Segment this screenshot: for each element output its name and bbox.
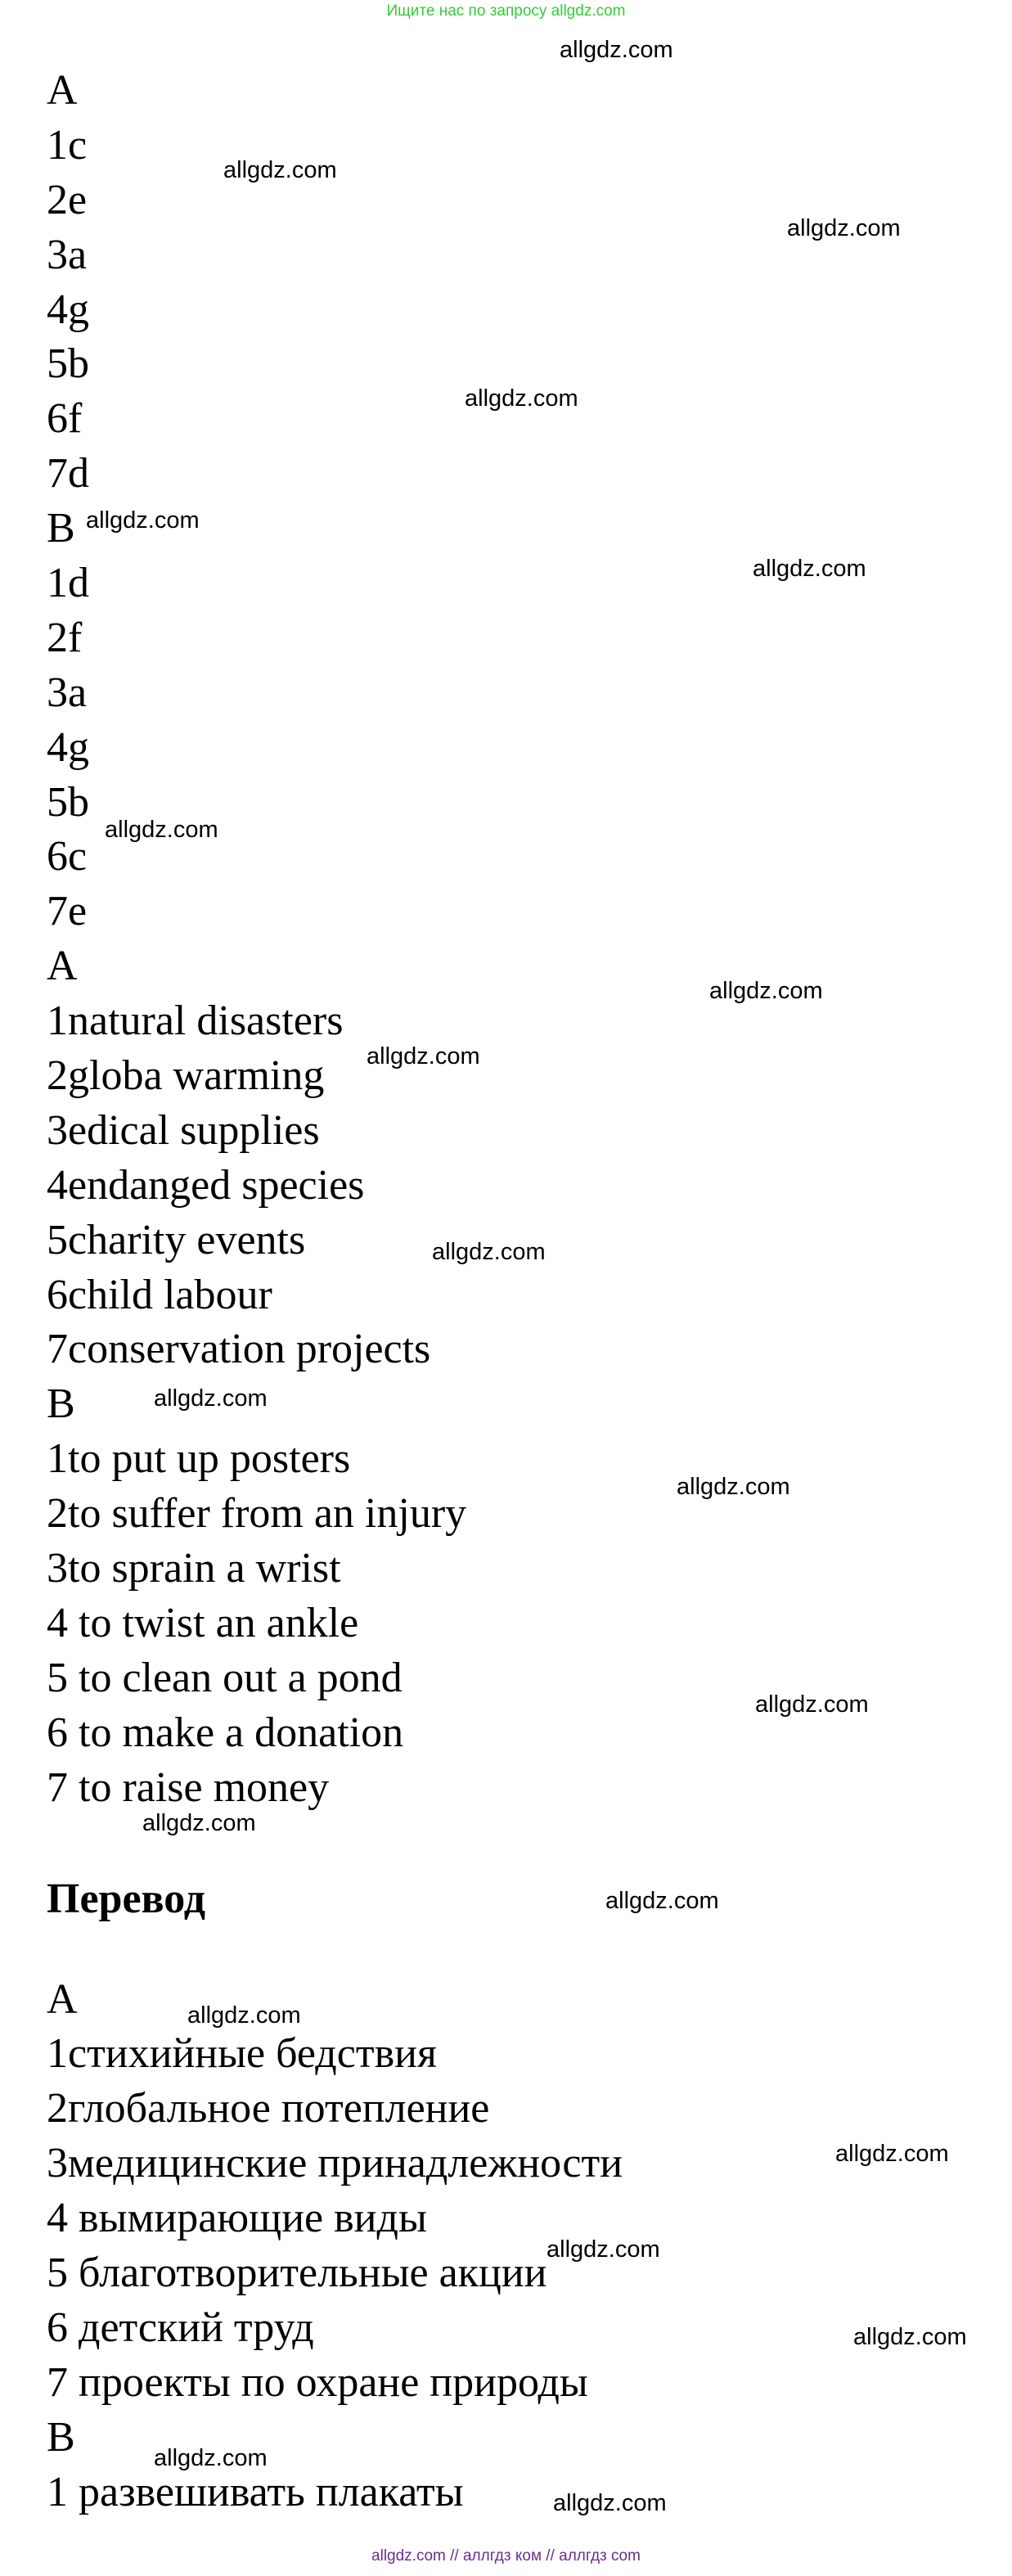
watermark: allgdz.com bbox=[105, 817, 218, 843]
answer-item: 1c bbox=[47, 121, 88, 169]
phrase-item: 6child labour bbox=[47, 1271, 272, 1318]
section-label-a: A bbox=[47, 1975, 78, 2023]
section-label-a: A bbox=[47, 943, 78, 990]
watermark: allgdz.com bbox=[465, 385, 578, 412]
answer-item: 7d bbox=[47, 450, 89, 498]
watermark: allgdz.com bbox=[86, 507, 200, 534]
watermark: allgdz.com bbox=[187, 2002, 301, 2029]
bottom-banner-link[interactable]: allgdz.com // аллгдз ком // аллгдз com bbox=[371, 2547, 641, 2565]
watermark: allgdz.com bbox=[560, 37, 673, 63]
translation-item: 7 проекты по охране природы bbox=[47, 2358, 588, 2406]
phrase-item: 1natural disasters bbox=[47, 998, 344, 1045]
watermark: allgdz.com bbox=[605, 1888, 719, 1914]
phrase-item: 7conservation projects bbox=[47, 1326, 431, 1373]
translation-item: 5 благотворительные акции bbox=[47, 2249, 547, 2296]
watermark: allgdz.com bbox=[154, 2445, 268, 2471]
answer-item: 6c bbox=[47, 833, 88, 880]
answer-item: 5b bbox=[47, 778, 89, 826]
translation-item: 2глобальное потепление bbox=[47, 2085, 490, 2132]
translation-item: 1стихийные бедствия bbox=[47, 2030, 437, 2078]
answer-item: 2f bbox=[47, 614, 83, 661]
watermark: allgdz.com bbox=[787, 215, 901, 241]
translation-item: 3медицинские принадлежности bbox=[47, 2140, 623, 2187]
watermark: allgdz.com bbox=[753, 556, 866, 582]
answer-item: 2e bbox=[47, 176, 88, 223]
translation-heading: Перевод bbox=[47, 1875, 206, 1922]
answer-item: 6f bbox=[47, 395, 83, 443]
section-label-b: B bbox=[47, 1380, 75, 1428]
phrase-item: 3edical supplies bbox=[47, 1106, 320, 1154]
answer-item: 3a bbox=[47, 231, 88, 278]
watermark: allgdz.com bbox=[677, 1474, 790, 1500]
watermark: allgdz.com bbox=[223, 157, 337, 183]
section-label-b: B bbox=[47, 2413, 75, 2461]
answer-item: 7e bbox=[47, 888, 88, 935]
phrase-item: 7 to raise money bbox=[47, 1763, 330, 1811]
watermark: allgdz.com bbox=[755, 1691, 869, 1718]
phrase-item: 3to sprain a wrist bbox=[47, 1545, 341, 1592]
watermark: allgdz.com bbox=[367, 1043, 480, 1070]
watermark: allgdz.com bbox=[154, 1385, 268, 1412]
top-banner-link[interactable]: Ищите нас по запросу allgdz.com bbox=[386, 2, 626, 20]
answer-item: 4g bbox=[47, 723, 89, 771]
translation-item: 4 вымирающие виды bbox=[47, 2195, 427, 2242]
section-label-b: B bbox=[47, 505, 75, 552]
phrase-item: 5 to clean out a pond bbox=[47, 1654, 403, 1701]
watermark: allgdz.com bbox=[853, 2324, 967, 2350]
watermark: allgdz.com bbox=[142, 1810, 256, 1836]
section-label-a: A bbox=[47, 67, 78, 114]
phrase-item: 4 to twist an ankle bbox=[47, 1599, 359, 1646]
translation-item: 6 детский труд bbox=[47, 2304, 314, 2351]
phrase-item: 2to suffer from an injury bbox=[47, 1490, 467, 1538]
answer-item: 3a bbox=[47, 669, 88, 716]
phrase-item: 6 to make a donation bbox=[47, 1709, 404, 1756]
spacer bbox=[47, 1926, 947, 1973]
watermark: allgdz.com bbox=[432, 1239, 546, 1265]
phrase-item: 1to put up posters bbox=[47, 1435, 351, 1483]
phrase-item: 4endanged species bbox=[47, 1161, 365, 1209]
answer-item: 4g bbox=[47, 286, 89, 333]
answer-item: 5b bbox=[47, 340, 89, 388]
watermark: allgdz.com bbox=[835, 2141, 949, 2167]
watermark: allgdz.com bbox=[553, 2490, 667, 2516]
watermark: allgdz.com bbox=[546, 2236, 660, 2263]
phrase-item: 2globa warming bbox=[47, 1052, 325, 1100]
watermark: allgdz.com bbox=[709, 978, 823, 1004]
phrase-item: 5charity events bbox=[47, 1216, 306, 1263]
translation-item: 1 развешивать плакаты bbox=[47, 2468, 464, 2515]
answer-document bbox=[47, 64, 947, 2520]
answer-item: 1d bbox=[47, 560, 89, 607]
